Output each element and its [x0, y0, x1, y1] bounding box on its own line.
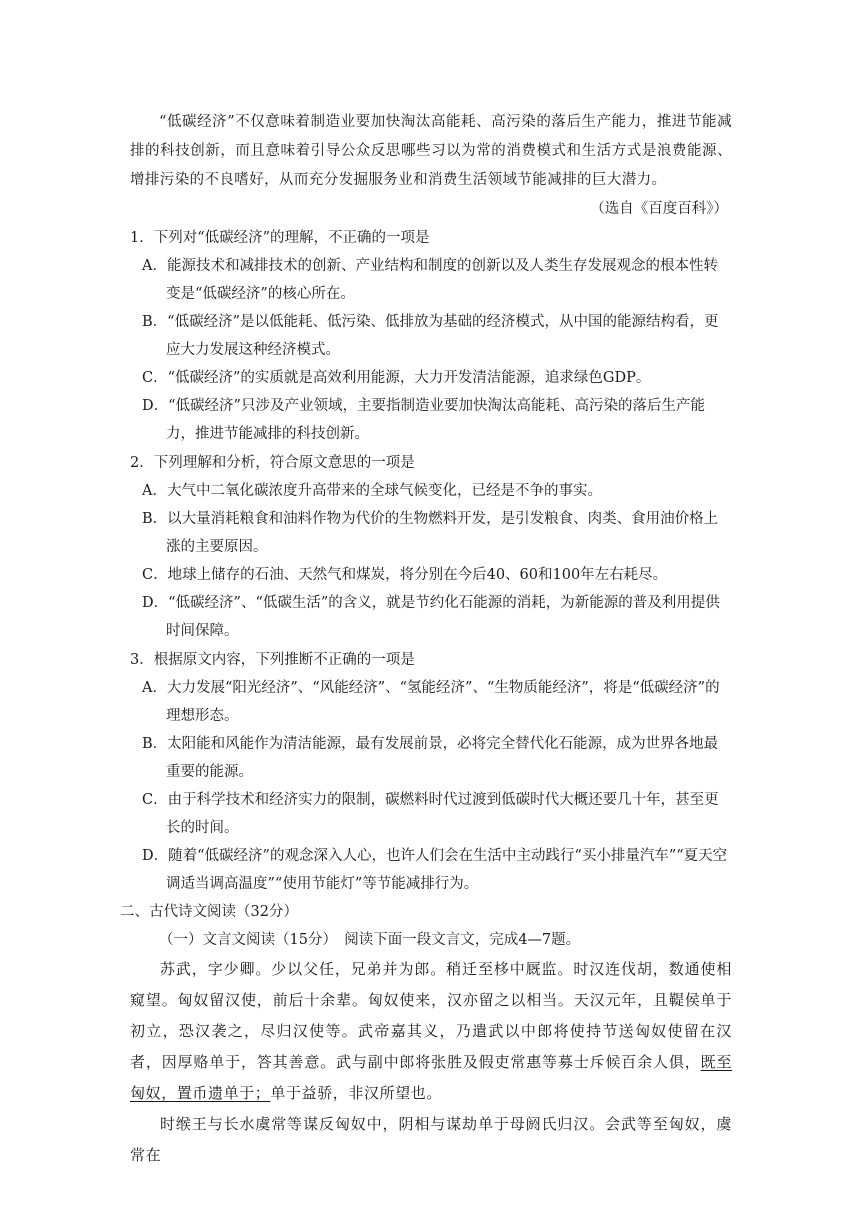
subsection-heading: （一）文言文阅读（15分） 阅读下面一段文言文，完成4—7题。 — [159, 932, 581, 948]
source-citation: （选自《百度百科》） — [590, 201, 728, 217]
question-stem: 1．下列对“低碳经济”的理解，不正确的一项是 — [130, 230, 430, 246]
classical-text: 单于益骄，非汉所望也。 — [270, 1084, 443, 1102]
question-2 — [130, 449, 732, 645]
question-stem: 3．根据原文内容，下列推断不正确的一项是 — [130, 652, 415, 668]
option-a: A．能源技术和减排技术的创新、产业结构和制度的创新以及人类生存发展观念的根本性转变是“低碳经济”的核心所在。 — [142, 258, 718, 302]
question-3 — [130, 646, 732, 898]
option-b: B．太阳能和风能作为清洁能源，最有发展前景，必将完全替代化石能源，成为世界各地最重要的能源。 — [142, 736, 719, 780]
option-c: C．由于科学技术和经济实力的限制，碳燃料时代过渡到低碳时代大概还要几十年，甚至更长的时间。 — [142, 792, 719, 836]
option-a: A．大气中二氧化碳浓度升高带来的全球气候变化，已经是不争的事实。 — [142, 483, 602, 499]
section-heading: 二、古代诗文阅读（32分） — [120, 904, 298, 920]
option-d: D．随着“低碳经济”的观念深入人心，也许人们会在生活中主动践行“买小排量汽车”“夏天空调适当调高温度”“使用节能灯”等节能减排行为。 — [142, 848, 728, 892]
question-1 — [130, 224, 732, 448]
intro-paragraph: “低碳经济”不仅意味着制造业要加快淘汰高能耗、高污染的落后生产能力，推进节能减排的科技创新，而且意味着引导公众反思哪些习以为常的消费模式和生活方式是浪费能源、增排污染的不良嗜好，从而充分发掘服务业和消费生活领域节能减排的巨大潜力。 — [130, 114, 732, 188]
option-d: D．“低碳经济”只涉及产业领域，主要指制造业要加快淘汰高能耗、高污染的落后生产能力，推进节能减排的科技创新。 — [142, 398, 705, 442]
option-c: C．地球上储存的石油、天然气和煤炭，将分别在今后40、60和100年左右耗尽。 — [142, 567, 668, 583]
classical-paragraph-1 — [130, 954, 732, 1109]
classical-paragraph-2: 时缑王与长水虞常等谋反匈奴中，阴相与谋劫单于母阏氏归汉。会武等至匈奴，虞常在 — [130, 1115, 732, 1164]
option-d: D．“低碳经济”、“低碳生活”的含义，就是节约化石能源的消耗，为新能源的普及利用提供时间保障。 — [142, 595, 720, 639]
classical-text: 苏武，字少卿。少以父任，兄弟并为郎。稍迁至栘中厩监。时汉连伐胡，数通使相窥望。匈奴留汉使，前后十余辈。匈奴使来，汉亦留之以相当。天汉元年，且鞮侯单于初立，恐汉袭之，尽归汉使等。武帝嘉其义，乃遣武以中郎将使持节送匈奴使留在汉者，因厚赂单于，答其善意。武与副中郎将张胜及假吏常惠等募士斥候百余人俱， — [130, 960, 732, 1071]
document-body — [120, 108, 732, 1171]
option-b: B．以大量消耗粮食和油料作物为代价的生物燃料开发，是引发粮食、肉类、食用油价格上涨的主要原因。 — [142, 511, 719, 555]
option-b: B．“低碳经济”是以低能耗、低污染、低排放为基础的经济模式，从中国的能源结构看，更应大力发展这种经济模式。 — [142, 314, 719, 358]
option-c: C．“低碳经济”的实质就是高效利用能源，大力开发清洁能源，追求绿色GDP。 — [142, 370, 651, 386]
option-a: A．大力发展“阳光经济”、“风能经济”、“氢能经济”、“生物质能经济”，将是“低碳经济”的理想形态。 — [142, 680, 720, 724]
underlined-sentence: 既至匈奴，置币遗单于； — [130, 1053, 732, 1102]
question-stem: 2．下列理解和分析，符合原文意思的一项是 — [130, 455, 415, 471]
